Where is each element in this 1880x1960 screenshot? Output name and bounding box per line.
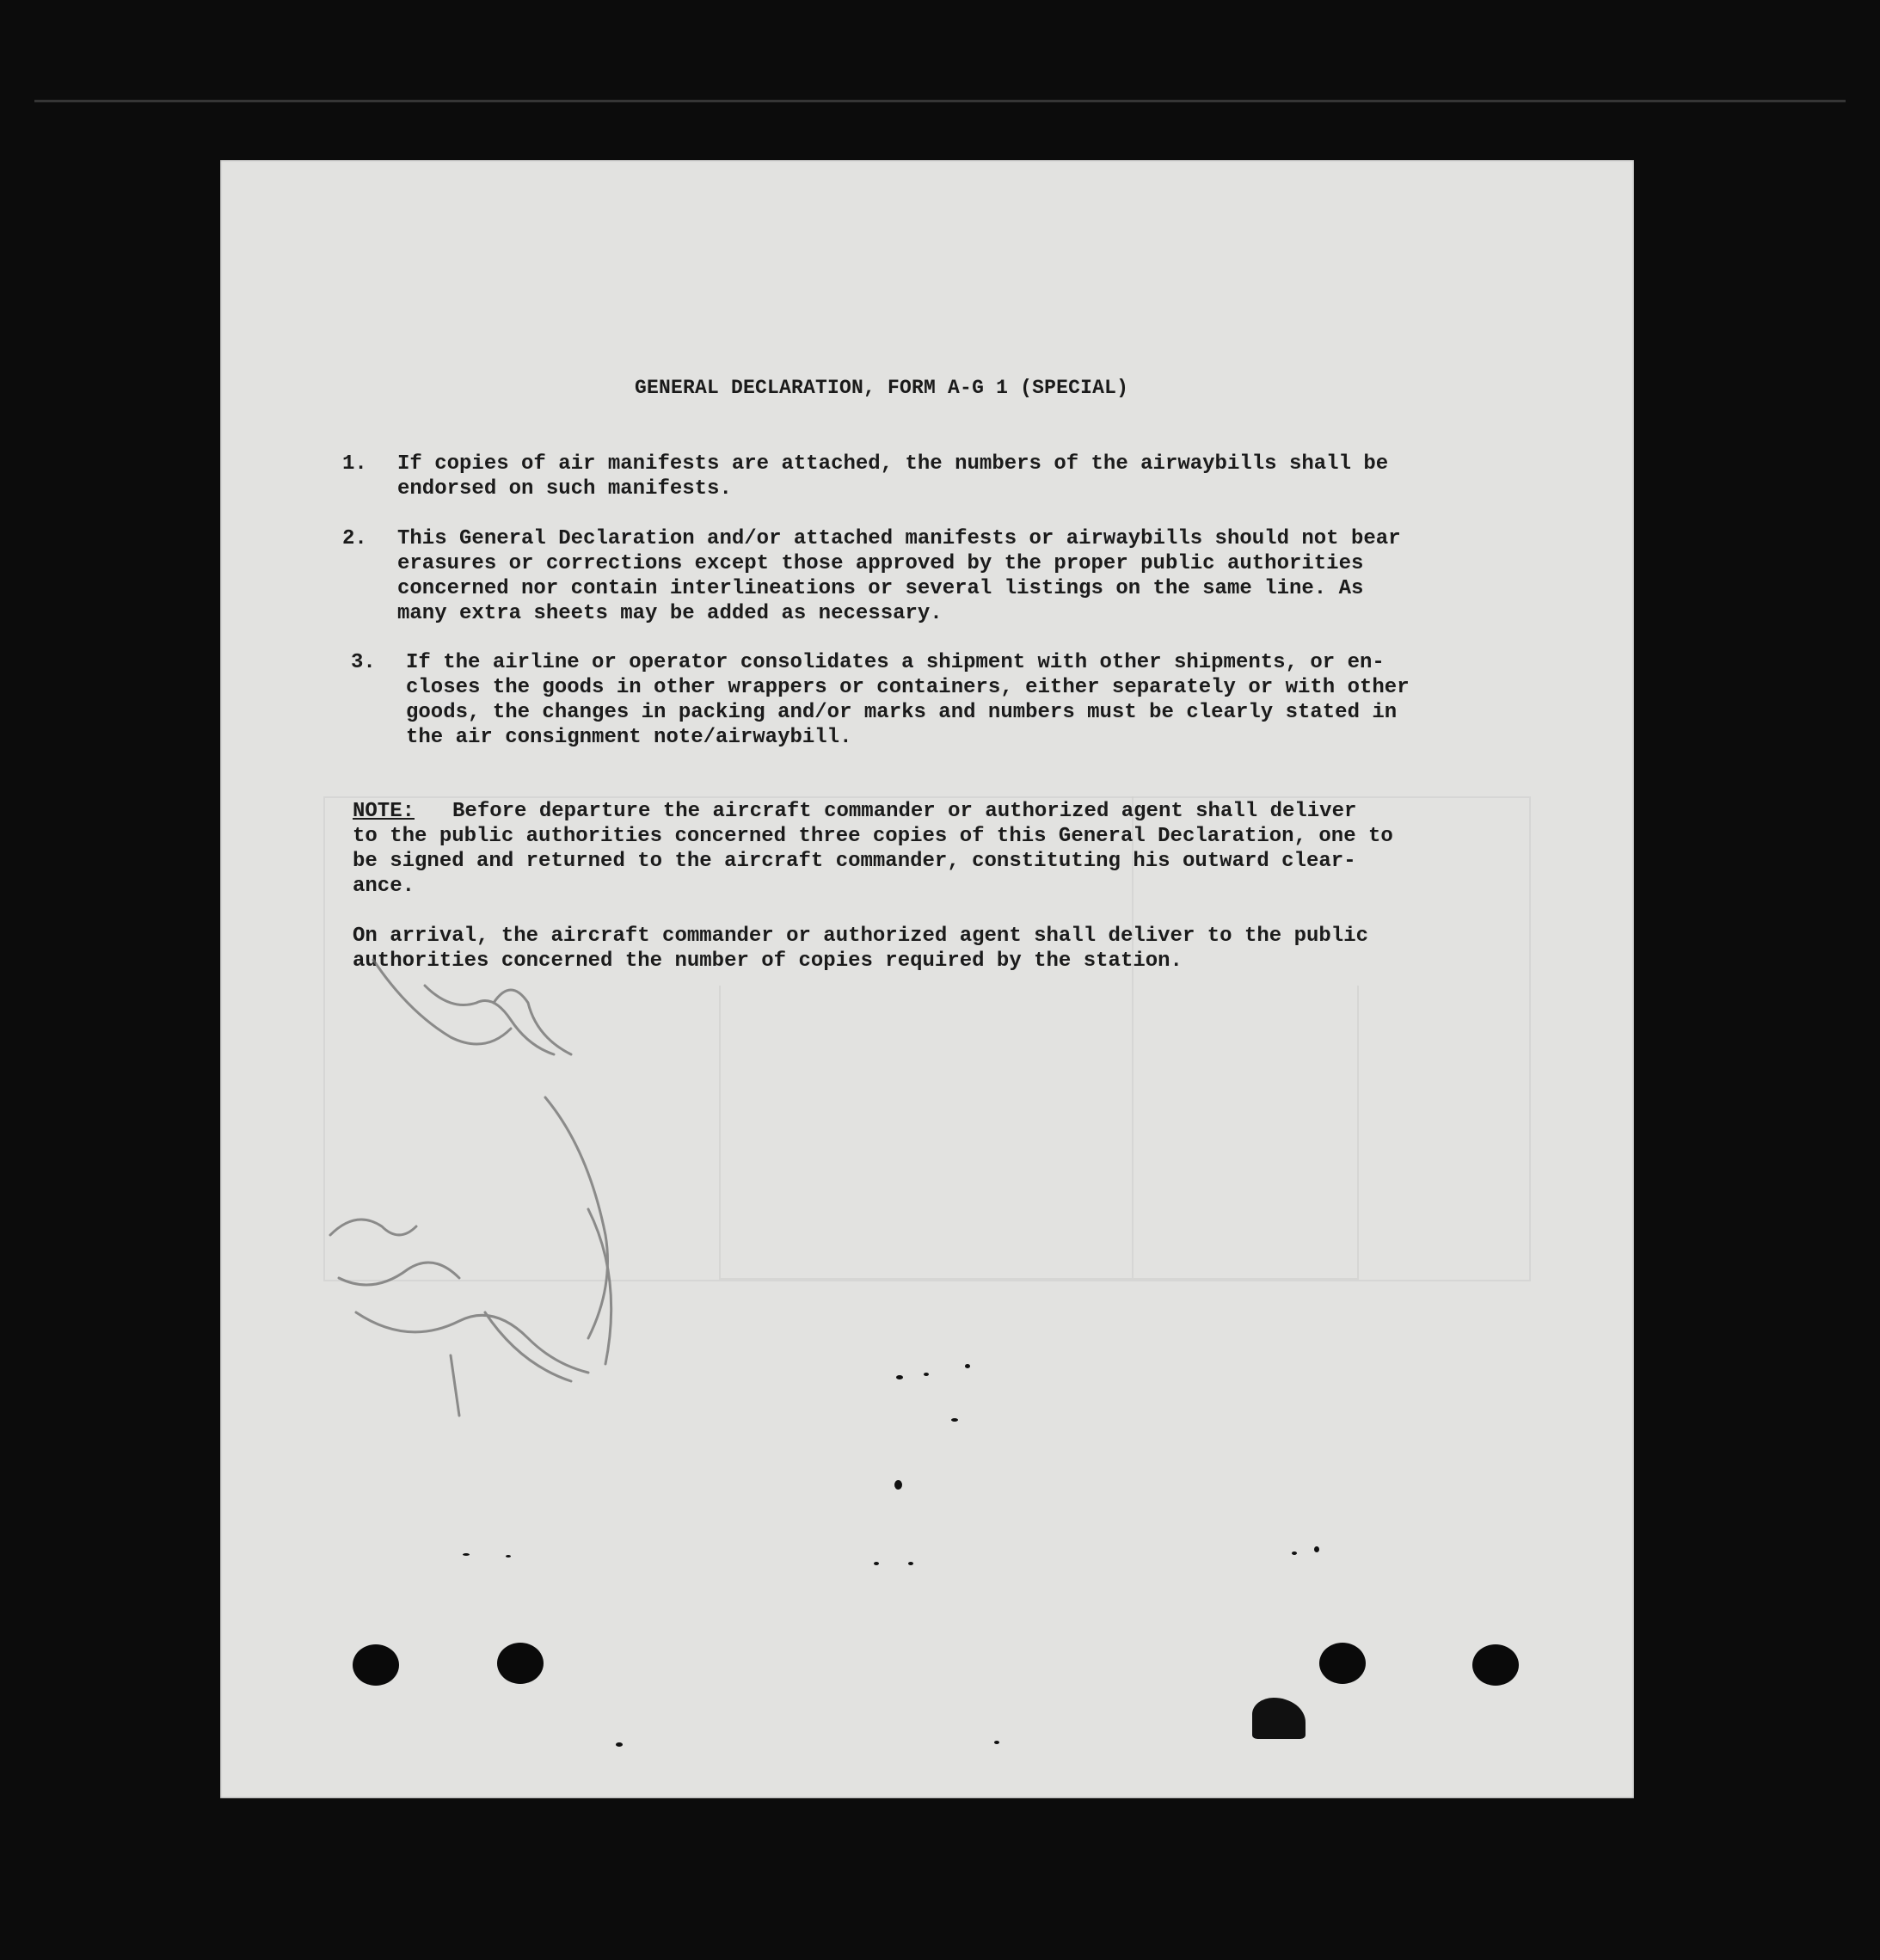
arrival-paragraph: On arrival, the aircraft commander or authorized agent shall deliver to the public authorities concerned the number of copies required by the station.	[353, 925, 1368, 973]
document-page	[220, 160, 1634, 1798]
item-number: 2.	[342, 527, 367, 550]
item-text: If the airline or operator consolidates a shipment with other shipments, or en- closes the goods in other wrappers or containers, either separately or with other goods, the changes in packing and/or marks and numbers must be clearly stated in the air consignment note/airwaybill.	[406, 651, 1410, 749]
item-number: 3.	[351, 651, 376, 674]
note-paragraph	[353, 799, 1509, 899]
scan-edge-line	[34, 100, 1846, 102]
instruction-item-2	[342, 526, 1503, 626]
instruction-item-1	[342, 452, 1503, 501]
page-title: GENERAL DECLARATION, FORM A-G 1 (SPECIAL)	[635, 377, 1129, 399]
show-through-form-box	[719, 986, 1359, 1280]
note-text: Before departure the aircraft commander or authorized agent shall deliver to the public authorities concerned three copies of this General Declaration, one to be signed and returned to the aircraft commander, constituting his outward clear- ance.	[353, 800, 1393, 898]
punch-hole	[353, 1644, 399, 1686]
instruction-item-3	[351, 650, 1512, 750]
item-number: 1.	[342, 452, 367, 476]
punch-hole	[497, 1643, 544, 1684]
note-label: NOTE:	[353, 800, 415, 823]
item-text: If copies of air manifests are attached, the numbers of the airwaybills shall be endorsed on such manifests.	[397, 452, 1389, 501]
punch-hole	[1472, 1644, 1519, 1686]
item-text: This General Declaration and/or attached manifests or airwaybills should not bear erasures or corrections except those approved by the proper public authorities concerned nor contain interlineations or several listings on the same line. As many extra sheets may be added as necessary.	[397, 527, 1401, 625]
handwritten-annotation	[322, 951, 717, 1433]
punch-hole	[1319, 1643, 1366, 1684]
